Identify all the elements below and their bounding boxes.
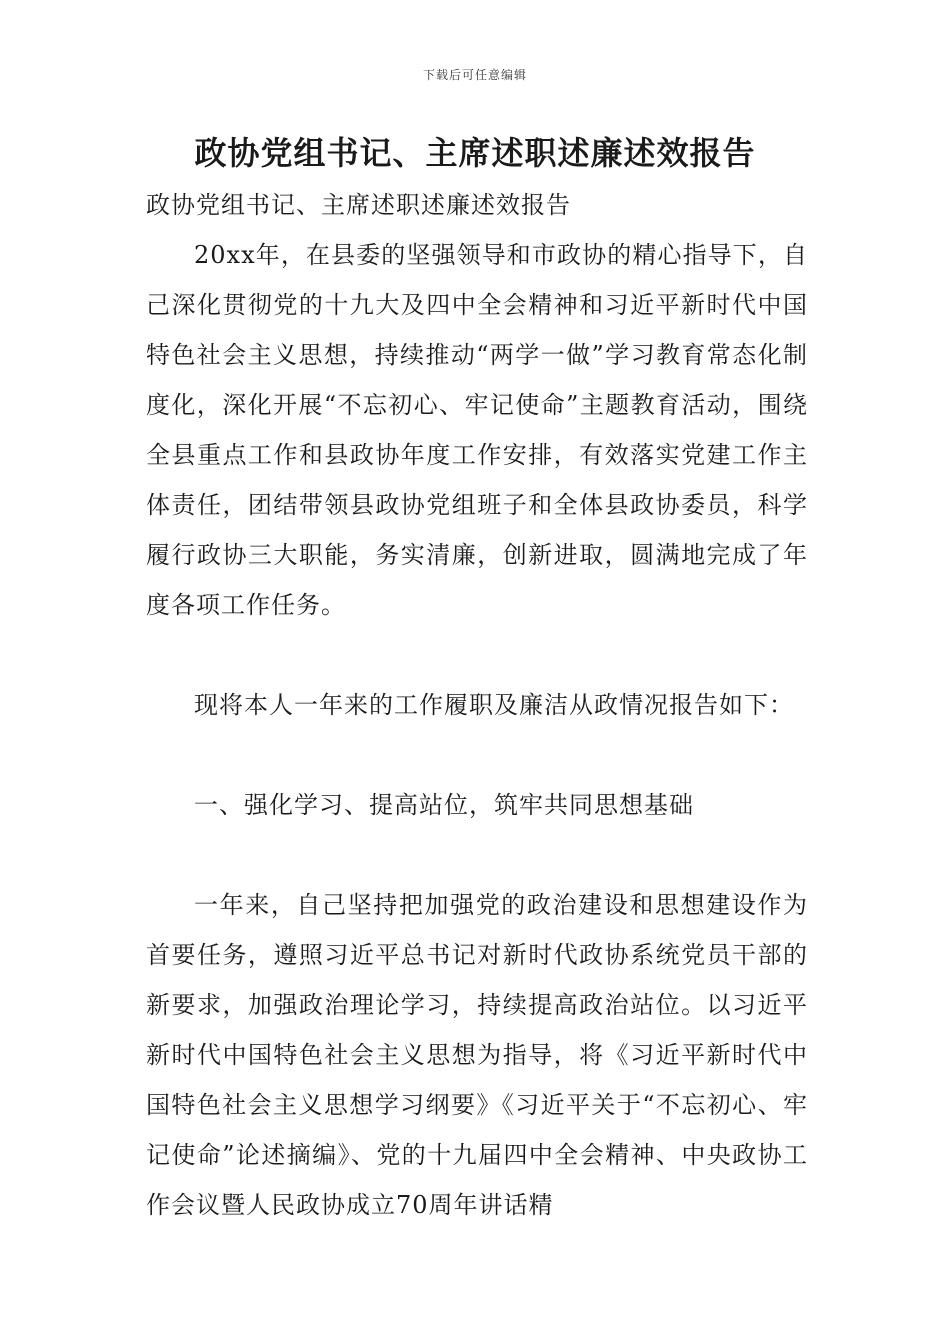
- paragraph-report-lead: 现将本人一年来的工作履职及廉洁从政情况报告如下：: [194, 691, 794, 719]
- document-title: 政协党组书记、主席述职述廉述效报告: [194, 134, 756, 172]
- document-body: [146, 180, 808, 1230]
- paragraph-spacer: [146, 830, 808, 880]
- section-heading-1: 一、强化学习、提高站位，筑牢共同思想基础: [194, 791, 694, 819]
- paragraph-spacer: [146, 730, 808, 780]
- paragraph-section-1: 一年来，自己坚持把加强党的政治建设和思想建设作为首要任务，遵照习近平总书记对新时代政协系统党员干部的新要求，加强政治理论学习，持续提高政治站位。以习近平新时代中国特色社会主义思想为指导，将《习近平新时代中国特色社会主义思想学习纲要》《习近平关于“不忘初心、牢记使命”论述摘编》、党的十九届四中全会精神、中央政协工作会议暨人民政协成立70周年讲话精: [146, 891, 808, 1219]
- paragraph-spacer: [146, 630, 808, 680]
- paragraph-intro: 20xx年，在县委的坚强领导和市政协的精心指导下，自己深化贯彻党的十九大及四中全会精神和习近平新时代中国特色社会主义思想，持续推动“两学一做”学习教育常态化制度化，深化开展“不忘初心、牢记使命”主题教育活动，围绕全县重点工作和县政协年度工作安排，有效落实党建工作主体责任，团结带领县政协党组班子和全体县政协委员，科学履行政协三大职能，务实清廉，创新进取，圆满地完成了年度各项工作任务。: [146, 241, 808, 619]
- header-note: 下载后可任意编辑: [422, 68, 527, 82]
- document-subtitle: 政协党组书记、主席述职述廉述效报告: [146, 191, 571, 219]
